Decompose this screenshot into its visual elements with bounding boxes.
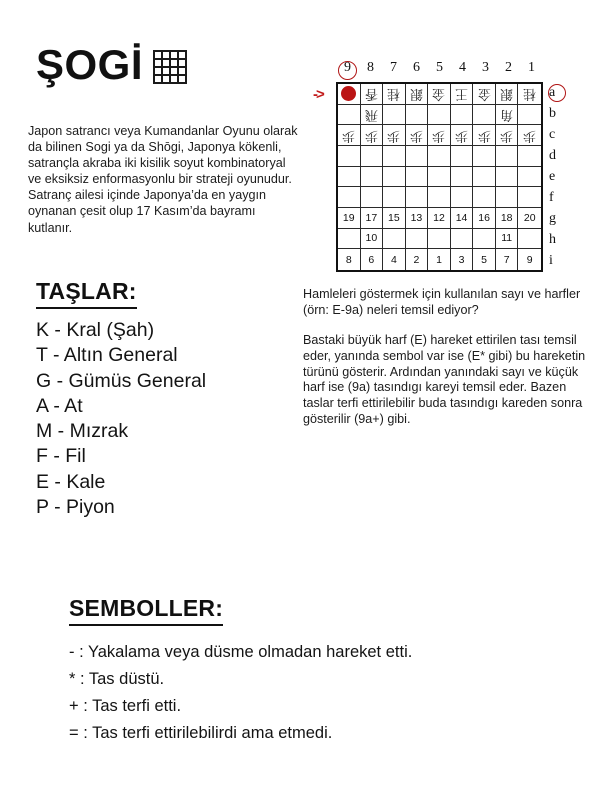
board-cell-4e[interactable] — [451, 167, 474, 188]
pieces-list — [36, 318, 296, 520]
board-cell-1g[interactable]: 20 — [518, 208, 541, 229]
board-cell-2i[interactable]: 7 — [496, 249, 519, 270]
board-row-label-c: c — [549, 126, 556, 142]
shogi-piece: 歩 — [455, 127, 469, 143]
symbol-legend-item: - : Yakalama veya düsme olmadan hareket etti. — [69, 643, 413, 661]
board-row-label-d: d — [549, 147, 556, 163]
shogi-piece: 歩 — [342, 127, 356, 143]
shogi-piece: 飛 — [364, 106, 378, 122]
board-cell-1d[interactable] — [518, 146, 541, 167]
board-row-label-g: g — [549, 211, 556, 227]
intro-paragraph: Japon satrancı veya Kumandanlar Oyunu olarak da bilinen Sogi ya da Shōgi, Japonya kökenli, satrançla akraba iki kisilik soyut kombinatoryal ve eksiksiz enformasyonlu bir strateji oyunudur. Satranç ailesi içinde Japonya’da en yaygın oynanan çesit olup 17 Kasım’da bayramı kutlanır. — [28, 124, 298, 235]
board-cell-9g[interactable]: 19 — [338, 208, 361, 229]
board-cell-1h[interactable] — [518, 229, 541, 250]
board-cell-1f[interactable] — [518, 187, 541, 208]
board-cell-8a[interactable] — [361, 84, 384, 105]
board-cell-1c[interactable] — [518, 125, 541, 146]
piece-legend-item: E - Kale — [36, 470, 106, 493]
shogi-piece: 歩 — [387, 127, 401, 143]
board-cell-5a[interactable] — [428, 84, 451, 105]
board-cell-9i[interactable]: 8 — [338, 249, 361, 270]
board-cell-8b[interactable] — [361, 105, 384, 126]
board-cell-5d[interactable] — [428, 146, 451, 167]
board-cell-3b[interactable] — [473, 105, 496, 126]
notation-explanation-text: Bastaki büyük harf (E) hareket ettirilen tası temsil eder, yanında sembol var ise (E* gibi) bu hareketin türünü gösterir. Ardından yanındaki sayı ve küçük harf ise (9a) tasındıgı kareyi temsil eder. Bazen taslar terfi ettirilebilir buda tasındıgı kareden sonra gösterilir (9a+) gibi. — [303, 333, 586, 426]
shogi-piece: 金 — [477, 86, 491, 102]
board-cell-3i[interactable]: 5 — [473, 249, 496, 270]
board-cell-5c[interactable] — [428, 125, 451, 146]
symbol-legend-item: + : Tas terfi etti. — [69, 697, 182, 715]
piece-legend-item: T - Altın General — [36, 344, 178, 367]
shogi-board-grid[interactable] — [336, 82, 543, 272]
board-cell-6g[interactable]: 13 — [406, 208, 429, 229]
board-cell-1a[interactable] — [518, 84, 541, 105]
board-cell-2a[interactable] — [496, 84, 519, 105]
board-cell-9h[interactable] — [338, 229, 361, 250]
shogi-piece: 銀 — [500, 86, 514, 102]
board-column-labels — [336, 60, 543, 82]
board-cell-8d[interactable] — [361, 146, 384, 167]
shogi-piece: 香 — [364, 86, 378, 102]
board-cell-5i[interactable]: 1 — [428, 249, 451, 270]
board-column-label-3: 3 — [482, 60, 489, 75]
symbol-legend-item: * : Tas düstü. — [69, 670, 165, 688]
board-cell-5e[interactable] — [428, 167, 451, 188]
board-cell-8h[interactable]: 10 — [361, 229, 384, 250]
board-cell-6c[interactable] — [406, 125, 429, 146]
board-cell-2g[interactable]: 18 — [496, 208, 519, 229]
board-cell-2c[interactable] — [496, 125, 519, 146]
board-cell-6d[interactable] — [406, 146, 429, 167]
board-cell-7h[interactable] — [383, 229, 406, 250]
board-cell-1i[interactable]: 9 — [526, 253, 533, 266]
board-cell-9c[interactable] — [338, 125, 361, 146]
board-cell-4f[interactable] — [451, 187, 474, 208]
board-cell-1b[interactable] — [518, 105, 541, 126]
board-cell-5h[interactable] — [428, 229, 451, 250]
board-cell-8c[interactable] — [361, 125, 384, 146]
board-cell-3a[interactable] — [473, 84, 496, 105]
board-cell-9b[interactable] — [338, 105, 361, 126]
board-cell-6a[interactable] — [406, 84, 429, 105]
board-row-labels — [546, 82, 572, 272]
board-cell-4h[interactable] — [451, 229, 474, 250]
board-cell-2d[interactable] — [496, 146, 519, 167]
board-cell-3h[interactable] — [473, 229, 496, 250]
board-row-label-i: i — [549, 253, 553, 269]
board-column-label-6: 6 — [413, 60, 420, 75]
shogi-piece: 王 — [455, 86, 469, 102]
board-cell-9d[interactable] — [338, 146, 361, 167]
board-cell-4a[interactable] — [451, 84, 474, 105]
board-cell-8g[interactable]: 17 — [361, 208, 384, 229]
board-column-label-1: 1 — [528, 60, 535, 75]
red-marker-dot — [341, 86, 356, 101]
board-row-label-b: b — [549, 105, 556, 121]
board-cell-7g[interactable]: 15 — [383, 208, 406, 229]
piece-legend-item: A - At — [36, 394, 83, 417]
board-cell-6e[interactable] — [406, 167, 429, 188]
symbols-section — [69, 595, 539, 763]
shogi-piece: 歩 — [523, 127, 537, 143]
shogi-board-area — [313, 60, 583, 278]
board-cell-4c[interactable] — [451, 125, 474, 146]
board-cell-3e[interactable] — [473, 167, 496, 188]
shogi-piece: 銀 — [409, 86, 423, 102]
board-column-label-9: 9 — [336, 60, 359, 82]
board-cell-9a[interactable] — [338, 84, 361, 105]
board-column-label-4: 4 — [459, 60, 466, 75]
board-cell-5f[interactable] — [428, 187, 451, 208]
board-cell-7d[interactable] — [383, 146, 406, 167]
piece-legend-item: M - Mızrak — [36, 420, 129, 443]
shogi-piece: 桂 — [523, 86, 537, 102]
board-row-label-a: a — [546, 82, 572, 103]
piece-legend-item: F - Fil — [36, 445, 86, 468]
board-cell-6b[interactable] — [406, 105, 429, 126]
board-cell-7b[interactable] — [383, 105, 406, 126]
board-column-label-8: 8 — [367, 60, 374, 75]
page-title-block — [36, 41, 187, 88]
piece-legend-item: P - Piyon — [36, 496, 115, 519]
board-cell-7f[interactable] — [383, 187, 406, 208]
symbols-list — [69, 639, 539, 747]
board-cell-8f[interactable] — [361, 187, 384, 208]
shogi-piece: 歩 — [409, 127, 423, 143]
board-cell-3d[interactable] — [473, 146, 496, 167]
board-cell-2h[interactable]: 11 — [496, 229, 519, 250]
board-row-label-h: h — [549, 232, 556, 248]
board-cell-4d[interactable] — [451, 146, 474, 167]
board-cell-3g[interactable]: 16 — [473, 208, 496, 229]
board-cell-2b[interactable] — [496, 105, 519, 126]
board-cell-4b[interactable] — [451, 105, 474, 126]
board-cell-8i[interactable]: 6 — [361, 249, 384, 270]
red-arrow-indicator: -> — [313, 86, 323, 103]
board-cell-9e[interactable] — [338, 167, 361, 188]
board-cell-6h[interactable] — [406, 229, 429, 250]
board-row-label-e: e — [549, 168, 556, 184]
shogi-piece: 歩 — [432, 127, 446, 143]
board-cell-8e[interactable] — [361, 167, 384, 188]
notation-question-text: Hamleleri göstermek için kullanılan sayı ve harfler (örn: E-9a) neleri temsil ediyor? — [303, 287, 581, 317]
board-column-label-5: 5 — [436, 60, 443, 75]
board-cell-7a[interactable] — [383, 84, 406, 105]
board-cell-6f[interactable] — [406, 187, 429, 208]
shogi-piece: 歩 — [477, 127, 491, 143]
shogi-piece: 歩 — [500, 127, 514, 143]
board-column-label-2: 2 — [505, 60, 512, 75]
board-cell-1e[interactable] — [518, 167, 541, 188]
board-cell-4i[interactable]: 3 — [451, 249, 474, 270]
board-cell-6i[interactable]: 2 — [406, 249, 429, 270]
piece-legend-item: K - Kral (Şah) — [36, 319, 155, 341]
shogi-piece: 歩 — [364, 127, 378, 143]
piece-legend-item: G - Gümüs General — [36, 369, 207, 392]
symbol-legend-item: = : Tas terfi ettirilebilirdi ama etmedi. — [69, 724, 333, 742]
symbols-heading: SEMBOLLER: — [69, 595, 223, 626]
board-cell-5g[interactable]: 12 — [428, 208, 451, 229]
pieces-heading: TAŞLAR: — [36, 278, 137, 309]
page-title: ŞOGİ — [36, 41, 144, 88]
board-cell-7c[interactable] — [383, 125, 406, 146]
shogi-piece: 桂 — [387, 86, 401, 102]
board-cell-4g[interactable]: 14 — [451, 208, 474, 229]
board-cell-3f[interactable] — [473, 187, 496, 208]
board-cell-3c[interactable] — [473, 125, 496, 146]
board-cell-7i[interactable]: 4 — [383, 249, 406, 270]
board-cell-9f[interactable] — [338, 187, 361, 208]
shogi-piece: 角 — [500, 106, 514, 122]
pieces-section — [36, 278, 296, 536]
board-cell-5b[interactable] — [428, 105, 451, 126]
board-cell-2e[interactable] — [496, 167, 519, 188]
board-row-label-f: f — [549, 190, 554, 206]
board-cell-2f[interactable] — [496, 187, 519, 208]
board-column-label-7: 7 — [390, 60, 397, 75]
shogi-piece: 金 — [432, 86, 446, 102]
board-cell-7e[interactable] — [383, 167, 406, 188]
grid-icon — [153, 50, 187, 84]
